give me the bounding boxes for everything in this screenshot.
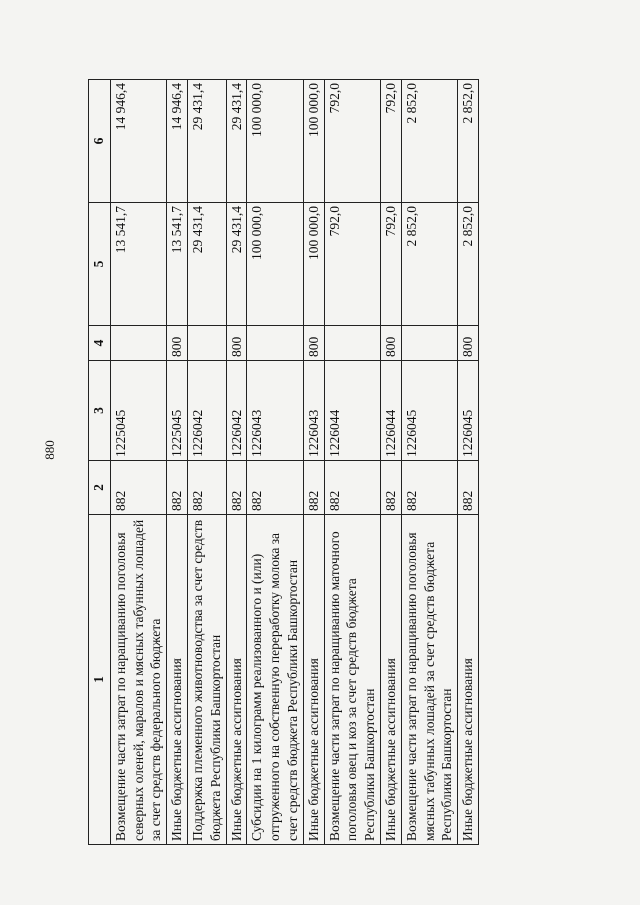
amount-year-1-cell: 2 852,0 [401,203,457,326]
expense-type-cell [247,326,303,361]
header-cell: 5 [89,203,111,326]
target-article-cell: 1226044 [324,361,380,461]
ministry-code-cell: 882 [226,461,247,515]
table-row [380,80,401,845]
amount-year-1-cell: 792,0 [324,203,380,326]
amount-year-1-cell: 2 852,0 [458,203,479,326]
amount-year-1-cell: 100 000,0 [247,203,303,326]
amount-year-2-cell: 2 852,0 [458,80,479,203]
amount-year-2-cell: 14 946,4 [110,80,166,203]
item-name-cell: Возмещение части затрат по наращиванию поголовья северных оленей, маралов и мясных табунных лошадей за счет средств федерального бюджета [110,515,166,845]
amount-year-2-cell: 2 852,0 [401,80,457,203]
ministry-code-cell: 882 [247,461,303,515]
amount-year-2-cell: 14 946,4 [167,80,188,203]
header-cell: 2 [89,461,111,515]
item-name-cell: Иные бюджетные ассигнования [380,515,401,845]
amount-year-2-cell: 29 431,4 [226,80,247,203]
ministry-code-cell: 882 [401,461,457,515]
table-row [303,80,324,845]
ministry-code-cell: 882 [303,461,324,515]
table-row [401,80,457,845]
target-article-cell: 1226044 [380,361,401,461]
expense-type-cell: 800 [380,326,401,361]
amount-year-1-cell: 100 000,0 [303,203,324,326]
item-name-cell: Возмещение части затрат по наращиванию маточного поголовья овец и коз за счет средств бюджета Республики Башкортостан [324,515,380,845]
header-cell: 3 [89,361,111,461]
table-body [110,80,478,845]
expense-type-cell [401,326,457,361]
amount-year-1-cell: 13 541,7 [110,203,166,326]
ministry-code-cell: 882 [110,461,166,515]
header-cell: 1 [89,515,111,845]
table-row [226,80,247,845]
table-row [247,80,303,845]
amount-year-2-cell: 792,0 [380,80,401,203]
header-cell: 4 [89,326,111,361]
amount-year-2-cell: 29 431,4 [187,80,226,203]
amount-year-2-cell: 100 000,0 [247,80,303,203]
ministry-code-cell: 882 [380,461,401,515]
expense-type-cell: 800 [226,326,247,361]
target-article-cell: 1225045 [110,361,166,461]
expense-type-cell [187,326,226,361]
target-article-cell: 1226045 [458,361,479,461]
item-name-cell: Иные бюджетные ассигнования [167,515,188,845]
ministry-code-cell: 882 [324,461,380,515]
target-article-cell: 1226042 [187,361,226,461]
table-row [324,80,380,845]
ministry-code-cell: 882 [458,461,479,515]
table-row [187,80,226,845]
item-name-cell: Возмещение части затрат по наращиванию поголовья мясных табунных лошадей за счет средств бюджета Республики Башкортостан [401,515,457,845]
header-row [89,80,111,845]
target-article-cell: 1226043 [303,361,324,461]
table-row [458,80,479,845]
expense-type-cell [110,326,166,361]
page-number: 880 [42,440,57,460]
expense-type-cell: 800 [458,326,479,361]
item-name-cell: Субсидии на 1 килограмм реализованного и (или) отгруженного на собственную переработку молока за счет средств бюджета Республики Башкортостан [247,515,303,845]
budget-table [88,79,479,845]
amount-year-1-cell: 29 431,4 [226,203,247,326]
amount-year-1-cell: 29 431,4 [187,203,226,326]
item-name-cell: Иные бюджетные ассигнования [226,515,247,845]
amount-year-1-cell: 792,0 [380,203,401,326]
expense-type-cell [324,326,380,361]
table-row [167,80,188,845]
ministry-code-cell: 882 [187,461,226,515]
ministry-code-cell: 882 [167,461,188,515]
item-name-cell: Поддержка племенного животноводства за счет средств бюджета Республики Башкортостан [187,515,226,845]
item-name-cell: Иные бюджетные ассигнования [303,515,324,845]
amount-year-2-cell: 792,0 [324,80,380,203]
target-article-cell: 1225045 [167,361,188,461]
rotated-table-wrapper [88,80,518,845]
amount-year-2-cell: 100 000,0 [303,80,324,203]
target-article-cell: 1226043 [247,361,303,461]
expense-type-cell: 800 [167,326,188,361]
table-row [110,80,166,845]
item-name-cell: Иные бюджетные ассигнования [458,515,479,845]
header-cell: 6 [89,80,111,203]
target-article-cell: 1226042 [226,361,247,461]
amount-year-1-cell: 13 541,7 [167,203,188,326]
target-article-cell: 1226045 [401,361,457,461]
expense-type-cell: 800 [303,326,324,361]
